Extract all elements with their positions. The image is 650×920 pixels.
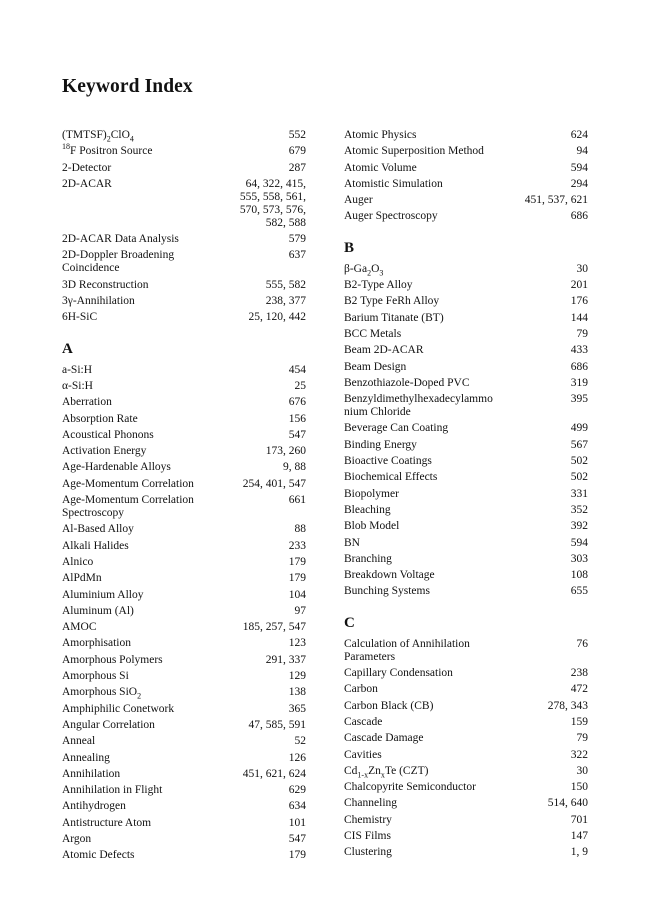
page-refs: 123	[288, 637, 306, 650]
index-entry	[344, 312, 588, 328]
page-refs: 499	[570, 422, 588, 435]
index-entry	[344, 145, 588, 161]
index-term: 6H-SiC	[62, 311, 98, 324]
index-entry	[344, 716, 588, 732]
index-entry	[62, 178, 306, 233]
index-entry	[344, 422, 588, 438]
index-entry	[62, 142, 306, 161]
page-refs: 185, 257, 547	[242, 621, 306, 634]
page-refs: 233	[288, 539, 306, 552]
index-entry	[62, 429, 306, 445]
index-entry	[344, 781, 588, 797]
index-term: $(TMTSF)_2ClO_4$	[62, 129, 134, 144]
index-entry	[344, 361, 588, 377]
page-refs: 254, 401, 547	[242, 477, 306, 490]
index-entry	[344, 667, 588, 683]
index-entry	[62, 719, 306, 735]
page-refs: 30	[576, 262, 588, 275]
index-term: Beam Design	[344, 360, 407, 373]
page-refs: 502	[570, 471, 588, 484]
index-entry	[344, 830, 588, 846]
index-term: $\beta-Ga_2O_3$	[344, 262, 384, 278]
index-entry	[62, 833, 306, 849]
index-term: Atomic Defects	[62, 849, 135, 862]
page-refs: 25	[294, 379, 306, 392]
index-entry	[344, 178, 588, 194]
entry-group-a-continued	[344, 129, 588, 227]
page-refs: 278, 343	[547, 699, 588, 712]
index-entry	[344, 328, 588, 344]
page-refs: 64, 322, 415, 555, 558, 561, 570, 573, 576, 582, 588	[239, 177, 306, 229]
index-entry	[344, 295, 588, 311]
index-entry	[344, 553, 588, 569]
page-refs: 676	[288, 396, 306, 409]
index-term: Age-Hardenable Alloys	[62, 461, 171, 474]
index-entry	[344, 765, 588, 781]
index-term: Alkali Halides	[62, 539, 129, 552]
index-term: Biochemical Effects	[344, 471, 438, 484]
index-entry	[344, 471, 588, 487]
index-term: Breakdown Voltage	[344, 569, 435, 582]
index-term: Bioactive Coatings	[344, 455, 432, 468]
index-entry	[62, 800, 306, 816]
index-term: Atomic Superposition Method	[344, 145, 484, 158]
page-refs: 97	[294, 604, 306, 617]
index-entry	[344, 393, 588, 422]
index-entry	[62, 670, 306, 686]
index-term: Amorphisation	[62, 637, 131, 650]
index-term: Aluminum (Al)	[62, 604, 134, 617]
index-term: Amorphous SiO$_2$	[62, 686, 142, 701]
page-refs: 201	[570, 279, 588, 292]
page-refs: 238, 377	[265, 295, 306, 308]
index-entry	[62, 249, 306, 278]
index-entry	[344, 537, 588, 553]
index-term: B2 Type FeRh Alloy	[344, 295, 440, 308]
index-term: Capillary Condensation	[344, 667, 453, 680]
index-term: Auger Spectroscopy	[344, 210, 438, 223]
page-refs: 147	[570, 829, 588, 842]
index-entry	[344, 520, 588, 536]
index-term: Annihilation in Flight	[62, 784, 163, 797]
page-refs: 352	[570, 503, 588, 516]
index-entry	[344, 162, 588, 178]
page-refs: 25, 120, 442	[248, 311, 306, 324]
index-entry	[344, 569, 588, 585]
index-term: Calculation of Annihilation Parameters	[344, 637, 470, 663]
page-refs: 567	[570, 438, 588, 451]
index-term: Acoustical Phonons	[62, 428, 154, 441]
index-term: 2D-Doppler Broadening Coincidence	[62, 249, 175, 275]
index-entry	[62, 703, 306, 719]
index-term: Benzothiazole-Doped PVC	[344, 376, 470, 389]
index-term: Branching	[344, 552, 392, 565]
page-refs: 365	[288, 702, 306, 715]
index-entry	[62, 637, 306, 653]
index-term: Atomic Volume	[344, 161, 417, 174]
index-term: Atomistic Simulation	[344, 177, 443, 190]
index-entry	[344, 749, 588, 765]
index-entry	[62, 654, 306, 670]
index-term: BCC Metals	[344, 327, 402, 340]
index-entry	[344, 279, 588, 295]
page-refs: 502	[570, 455, 588, 468]
index-entry	[62, 768, 306, 784]
page-refs: 159	[570, 715, 588, 728]
index-term: Aluminium Alloy	[62, 588, 144, 601]
index-entry	[344, 344, 588, 360]
index-term: 2D-ACAR Data Analysis	[62, 233, 179, 246]
page-refs: 156	[288, 412, 306, 425]
index-term: 2D-ACAR	[62, 177, 112, 190]
index-column-left	[62, 129, 306, 866]
index-entry	[344, 797, 588, 813]
page-refs: 686	[570, 360, 588, 373]
page-refs: 594	[570, 536, 588, 549]
page-refs: 79	[576, 732, 588, 745]
page-refs: 94	[576, 145, 588, 158]
index-entry	[62, 478, 306, 494]
index-term: Amphiphilic Conetwork	[62, 702, 175, 715]
page-refs: 294	[570, 177, 588, 190]
page-refs: 52	[294, 735, 306, 748]
page-refs: 138	[288, 686, 306, 699]
index-entry	[344, 638, 588, 667]
index-term: 3γ-Annihilation	[62, 295, 135, 308]
page-refs: 179	[288, 555, 306, 568]
entry-group-a	[62, 364, 306, 866]
index-term: Age-Momentum Correlation	[62, 477, 194, 490]
index-term: Angular Correlation	[62, 718, 155, 731]
index-entry	[344, 210, 588, 226]
index-entry	[62, 523, 306, 539]
page-refs: 150	[570, 781, 588, 794]
index-term: Amorphous Si	[62, 670, 129, 683]
index-entry	[62, 413, 306, 429]
index-term: Chalcopyrite Semiconductor	[344, 781, 476, 794]
page-refs: 547	[288, 832, 306, 845]
page-refs: 319	[570, 376, 588, 389]
index-term: 2-Detector	[62, 161, 112, 174]
page-refs: 555, 582	[265, 278, 306, 291]
page-refs: 552	[288, 129, 306, 141]
index-entry	[344, 585, 588, 601]
page-refs: 287	[288, 161, 306, 174]
page-refs: 101	[288, 816, 306, 829]
index-entry	[344, 263, 588, 279]
page-refs: 433	[570, 344, 588, 357]
index-entry	[344, 194, 588, 210]
index-term: CIS Films	[344, 829, 391, 842]
index-entry	[344, 683, 588, 699]
page-refs: 655	[570, 585, 588, 598]
page-refs: 30	[576, 764, 588, 777]
page-refs: 108	[570, 569, 588, 582]
page-refs: 47, 585, 591	[248, 718, 306, 731]
index-term: $^{18}$F Positron Source	[62, 142, 153, 158]
index-term: AMOC	[62, 621, 97, 634]
index-term: Alnico	[62, 555, 94, 568]
section-heading-b: B	[344, 239, 355, 256]
index-entry	[62, 572, 306, 588]
index-term: Bleaching	[344, 503, 391, 516]
index-term: Age-Momentum Correlation Spectroscopy	[62, 494, 194, 520]
index-entry	[344, 846, 588, 862]
index-entry	[62, 129, 306, 145]
index-term: BN	[344, 536, 360, 549]
page-refs: 104	[288, 588, 306, 601]
page-refs: 579	[288, 233, 306, 246]
index-term: Barium Titanate (BT)	[344, 311, 444, 324]
index-term: Blob Model	[344, 520, 400, 533]
index-entry	[344, 377, 588, 393]
page-refs: 176	[570, 295, 588, 308]
index-term: Bunching Systems	[344, 585, 430, 598]
entry-group-c	[344, 638, 588, 863]
index-entry	[62, 752, 306, 768]
index-term: Aberration	[62, 396, 112, 409]
index-entry	[62, 735, 306, 751]
page-refs: 9, 88	[283, 461, 306, 474]
page-refs: 129	[288, 670, 306, 683]
index-entry	[62, 784, 306, 800]
page-refs: 179	[288, 849, 306, 862]
page-refs: 514, 640	[547, 797, 588, 810]
index-term: Annihilation	[62, 767, 121, 780]
index-entry	[62, 380, 306, 396]
index-term: $Cd_{1-x}Zn_xTe$ (CZT)	[344, 764, 429, 780]
index-term: Beverage Can Coating	[344, 422, 449, 435]
page-refs: 179	[288, 572, 306, 585]
page-title: Keyword Index	[62, 76, 193, 97]
entry-group-numeric	[62, 129, 306, 328]
index-entry	[344, 129, 588, 145]
section-heading-c: C	[344, 614, 355, 631]
page-refs: 624	[570, 129, 588, 141]
index-entry	[62, 162, 306, 178]
index-entry	[344, 700, 588, 716]
page-refs: 701	[570, 813, 588, 826]
index-entry	[344, 439, 588, 455]
index-term: Atomic Physics	[344, 129, 417, 141]
page-refs: 594	[570, 161, 588, 174]
index-entry	[62, 396, 306, 412]
index-term: Activation Energy	[62, 445, 147, 458]
page-refs: 79	[576, 327, 588, 340]
index-term: Al-Based Alloy	[62, 523, 134, 536]
index-term: a-Si:H	[62, 363, 93, 376]
index-entry	[62, 364, 306, 380]
entry-group-b	[344, 263, 588, 602]
page-refs: 144	[570, 311, 588, 324]
index-term: Argon	[62, 832, 92, 845]
index-term: Antistructure Atom	[62, 816, 152, 829]
index-term: Absorption Rate	[62, 412, 138, 425]
index-entry	[62, 461, 306, 477]
page-refs: 303	[570, 552, 588, 565]
index-term: Chemistry	[344, 813, 392, 826]
index-term: AlPdMn	[62, 572, 102, 585]
index-term: Binding Energy	[344, 438, 417, 451]
page-refs: 637	[288, 249, 306, 262]
index-entry	[62, 279, 306, 295]
index-entry	[62, 311, 306, 327]
page-refs: 629	[288, 784, 306, 797]
index-entry	[62, 445, 306, 461]
index-term: Carbon Black (CB)	[344, 699, 434, 712]
section-heading-a: A	[62, 340, 73, 357]
index-entry	[344, 488, 588, 504]
index-term: Carbon	[344, 683, 378, 696]
page-refs: 76	[576, 637, 588, 650]
index-entry	[62, 295, 306, 311]
page-refs: 126	[288, 751, 306, 764]
page-refs: 451, 537, 621	[524, 194, 588, 207]
index-term: B2-Type Alloy	[344, 279, 413, 292]
index-entry	[62, 540, 306, 556]
index-term: Beam 2D-ACAR	[344, 344, 424, 357]
index-entry	[62, 556, 306, 572]
index-entry	[62, 494, 306, 523]
index-term: Cavities	[344, 748, 382, 761]
index-entry	[62, 589, 306, 605]
page-refs: 661	[288, 494, 306, 507]
index-term: α-Si:H	[62, 379, 93, 392]
index-term: Amorphous Polymers	[62, 653, 163, 666]
index-term: Biopolymer	[344, 487, 399, 500]
page-refs: 451, 621, 624	[242, 767, 306, 780]
index-term: Benzyldimethylhexadecylammonium Chloride	[344, 393, 493, 419]
index-entry	[344, 732, 588, 748]
index-term: Channeling	[344, 797, 398, 810]
index-entry	[62, 605, 306, 621]
index-term: 3D Reconstruction	[62, 278, 149, 291]
index-entry	[344, 455, 588, 471]
page-refs: 88	[294, 523, 306, 536]
index-entry	[344, 504, 588, 520]
page-refs: 547	[288, 428, 306, 441]
page-refs: 634	[288, 800, 306, 813]
page-refs: 173, 260	[265, 445, 306, 458]
index-entry	[62, 686, 306, 702]
page-refs: 238	[570, 667, 588, 680]
page-refs: 1, 9	[570, 846, 588, 859]
index-term: Antihydrogen	[62, 800, 126, 813]
page-refs: 395	[570, 393, 588, 406]
index-term: Auger	[344, 194, 373, 207]
index-term: Clustering	[344, 846, 392, 859]
page-refs: 392	[570, 520, 588, 533]
page-refs: 291, 337	[265, 653, 306, 666]
page-refs: 679	[288, 145, 306, 158]
index-term: Cascade	[344, 715, 383, 728]
index-entry	[62, 621, 306, 637]
index-entry	[344, 814, 588, 830]
index-entry	[62, 817, 306, 833]
page-refs: 454	[288, 363, 306, 376]
index-entry	[62, 233, 306, 249]
page-refs: 686	[570, 210, 588, 223]
page-refs: 472	[570, 683, 588, 696]
index-column-right	[344, 129, 588, 863]
index-term: Anneal	[62, 735, 96, 748]
index-term: Annealing	[62, 751, 110, 764]
page-refs: 322	[570, 748, 588, 761]
index-entry	[62, 849, 306, 865]
index-term: Cascade Damage	[344, 732, 424, 745]
page-refs: 331	[570, 487, 588, 500]
